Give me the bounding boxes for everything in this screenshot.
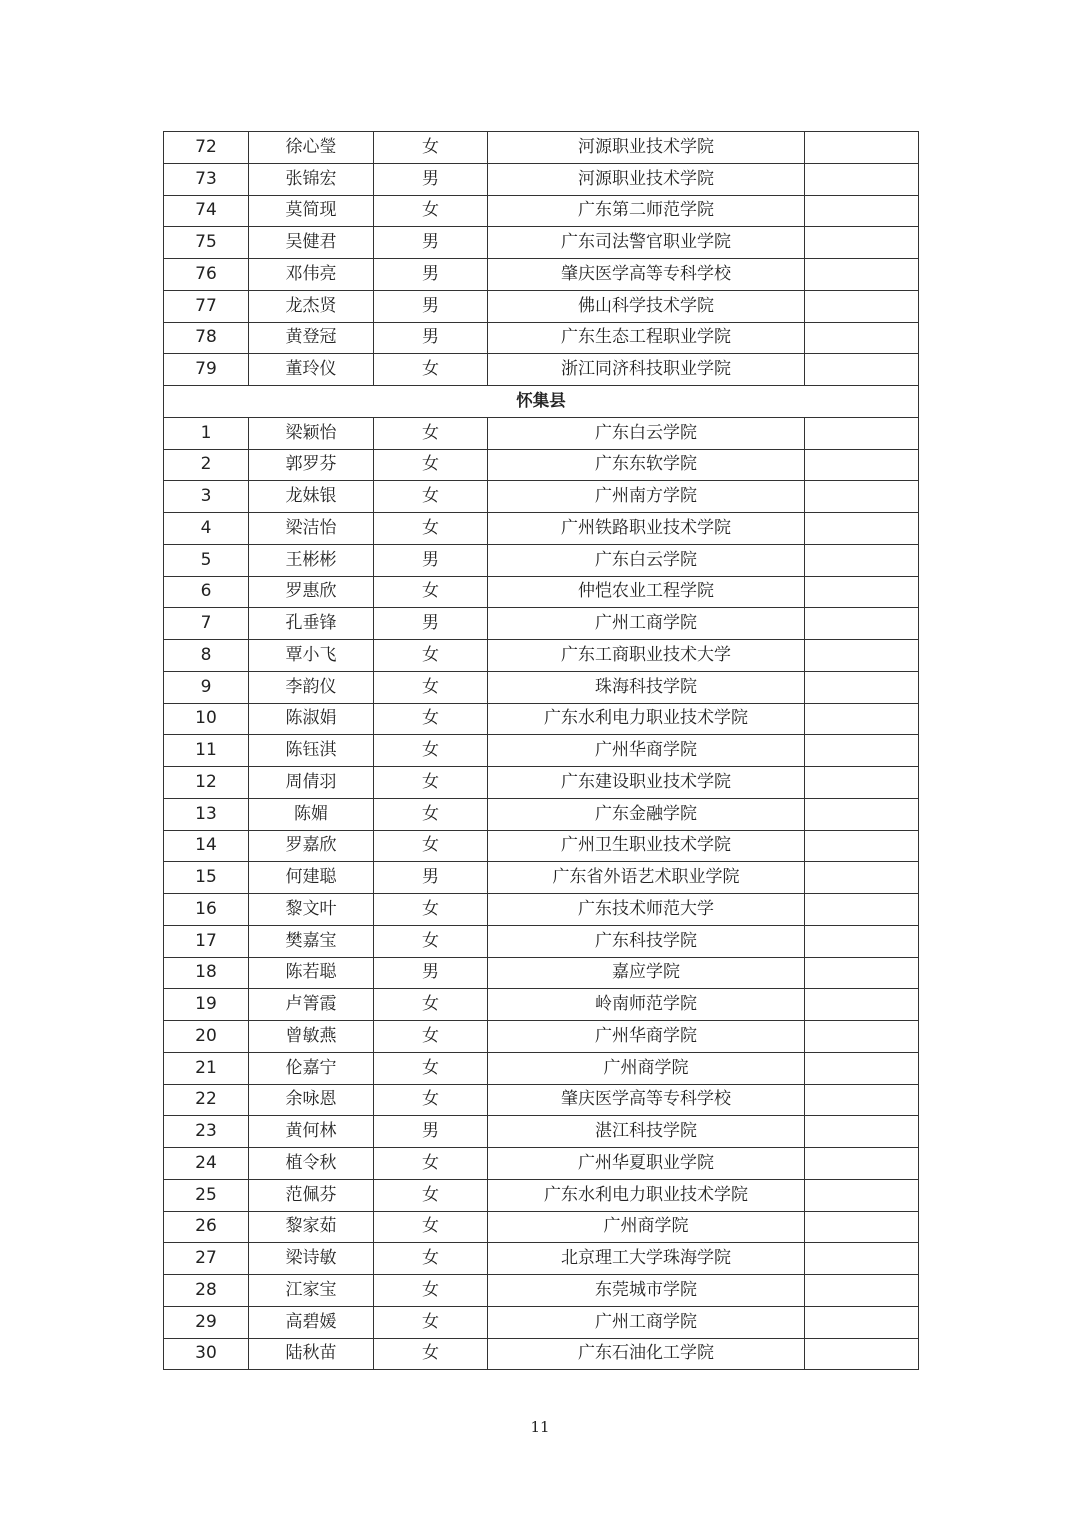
student-name-cell: 陈若聪 [249, 957, 374, 989]
row-number-cell: 7 [164, 608, 249, 640]
remarks-cell [805, 544, 919, 576]
row-number-cell: 3 [164, 481, 249, 513]
remarks-cell [805, 1179, 919, 1211]
row-number-cell: 14 [164, 830, 249, 862]
table-row [164, 1211, 919, 1243]
table-row [164, 925, 919, 957]
row-number-cell: 11 [164, 735, 249, 767]
table-row [164, 354, 919, 386]
school-name-cell: 广州卫生职业技术学院 [488, 830, 805, 862]
gender-cell: 男 [374, 259, 488, 291]
remarks-cell [805, 1021, 919, 1053]
remarks-cell [805, 227, 919, 259]
student-name-cell: 范佩芬 [249, 1179, 374, 1211]
table-row [164, 322, 919, 354]
gender-cell: 女 [374, 481, 488, 513]
remarks-cell [805, 1148, 919, 1180]
remarks-cell [805, 322, 919, 354]
gender-cell: 女 [374, 767, 488, 799]
remarks-cell [805, 163, 919, 195]
student-name-cell: 黄登冠 [249, 322, 374, 354]
student-name-cell: 黎家茹 [249, 1211, 374, 1243]
remarks-cell [805, 417, 919, 449]
gender-cell: 女 [374, 195, 488, 227]
row-number-cell: 15 [164, 862, 249, 894]
gender-cell: 女 [374, 132, 488, 164]
remarks-cell [805, 195, 919, 227]
table-row [164, 989, 919, 1021]
row-number-cell: 6 [164, 576, 249, 608]
table-row [164, 259, 919, 291]
school-name-cell: 广东工商职业技术大学 [488, 640, 805, 672]
gender-cell: 女 [374, 925, 488, 957]
row-number-cell: 76 [164, 259, 249, 291]
gender-cell: 女 [374, 1148, 488, 1180]
student-name-cell: 孔垂锋 [249, 608, 374, 640]
student-name-cell: 吴健君 [249, 227, 374, 259]
student-name-cell: 梁诗敏 [249, 1243, 374, 1275]
row-number-cell: 24 [164, 1148, 249, 1180]
student-name-cell: 何建聪 [249, 862, 374, 894]
school-name-cell: 广东东软学院 [488, 449, 805, 481]
school-name-cell: 佛山科学技术学院 [488, 290, 805, 322]
table-row [164, 1275, 919, 1307]
remarks-cell [805, 354, 919, 386]
school-name-cell: 广东省外语艺术职业学院 [488, 862, 805, 894]
gender-cell: 女 [374, 1084, 488, 1116]
student-name-cell: 植令秋 [249, 1148, 374, 1180]
row-number-cell: 12 [164, 767, 249, 799]
gender-cell: 男 [374, 862, 488, 894]
row-number-cell: 29 [164, 1306, 249, 1338]
remarks-cell [805, 449, 919, 481]
row-number-cell: 4 [164, 513, 249, 545]
gender-cell: 女 [374, 1243, 488, 1275]
student-name-cell: 黄何林 [249, 1116, 374, 1148]
gender-cell: 女 [374, 798, 488, 830]
gender-cell: 女 [374, 1275, 488, 1307]
school-name-cell: 北京理工大学珠海学院 [488, 1243, 805, 1275]
school-name-cell: 东莞城市学院 [488, 1275, 805, 1307]
remarks-cell [805, 671, 919, 703]
school-name-cell: 广州工商学院 [488, 1306, 805, 1338]
row-number-cell: 30 [164, 1338, 249, 1370]
table-row [164, 1306, 919, 1338]
gender-cell: 男 [374, 608, 488, 640]
gender-cell: 女 [374, 1052, 488, 1084]
table-row [164, 1179, 919, 1211]
row-number-cell: 21 [164, 1052, 249, 1084]
gender-cell: 男 [374, 957, 488, 989]
page-number: 11 [530, 1418, 550, 1436]
school-name-cell: 广州工商学院 [488, 608, 805, 640]
table-row [164, 1084, 919, 1116]
roster-table [163, 131, 919, 1370]
school-name-cell: 广州商学院 [488, 1052, 805, 1084]
student-name-cell: 曾敏燕 [249, 1021, 374, 1053]
table-row [164, 735, 919, 767]
row-number-cell: 17 [164, 925, 249, 957]
table-row [164, 227, 919, 259]
school-name-cell: 广州铁路职业技术学院 [488, 513, 805, 545]
gender-cell: 女 [374, 989, 488, 1021]
school-name-cell: 广州华商学院 [488, 735, 805, 767]
school-name-cell: 广州华夏职业学院 [488, 1148, 805, 1180]
student-name-cell: 王彬彬 [249, 544, 374, 576]
student-name-cell: 邓伟亮 [249, 259, 374, 291]
school-name-cell: 河源职业技术学院 [488, 163, 805, 195]
table-row [164, 703, 919, 735]
row-number-cell: 75 [164, 227, 249, 259]
remarks-cell [805, 608, 919, 640]
table-row [164, 481, 919, 513]
gender-cell: 女 [374, 513, 488, 545]
school-name-cell: 珠海科技学院 [488, 671, 805, 703]
row-number-cell: 19 [164, 989, 249, 1021]
row-number-cell: 9 [164, 671, 249, 703]
student-name-cell: 李韵仪 [249, 671, 374, 703]
row-number-cell: 13 [164, 798, 249, 830]
student-name-cell: 伦嘉宁 [249, 1052, 374, 1084]
table-row [164, 862, 919, 894]
row-number-cell: 77 [164, 290, 249, 322]
school-name-cell: 广州商学院 [488, 1211, 805, 1243]
student-name-cell: 梁颖怡 [249, 417, 374, 449]
remarks-cell [805, 1116, 919, 1148]
row-number-cell: 8 [164, 640, 249, 672]
school-name-cell: 广东水利电力职业技术学院 [488, 703, 805, 735]
gender-cell: 女 [374, 417, 488, 449]
remarks-cell [805, 1052, 919, 1084]
student-name-cell: 覃小飞 [249, 640, 374, 672]
row-number-cell: 22 [164, 1084, 249, 1116]
table-row [164, 830, 919, 862]
table-row [164, 1116, 919, 1148]
remarks-cell [805, 132, 919, 164]
student-name-cell: 罗惠欣 [249, 576, 374, 608]
school-name-cell: 肇庆医学高等专科学校 [488, 259, 805, 291]
remarks-cell [805, 513, 919, 545]
remarks-cell [805, 767, 919, 799]
table-row [164, 1338, 919, 1370]
student-name-cell: 陈媚 [249, 798, 374, 830]
student-name-cell: 徐心瑩 [249, 132, 374, 164]
student-name-cell: 陈淑娟 [249, 703, 374, 735]
gender-cell: 女 [374, 640, 488, 672]
school-name-cell: 广东科技学院 [488, 925, 805, 957]
remarks-cell [805, 830, 919, 862]
remarks-cell [805, 957, 919, 989]
gender-cell: 男 [374, 290, 488, 322]
table-row [164, 1243, 919, 1275]
remarks-cell [805, 1243, 919, 1275]
student-name-cell: 江家宝 [249, 1275, 374, 1307]
row-number-cell: 26 [164, 1211, 249, 1243]
student-name-cell: 余咏恩 [249, 1084, 374, 1116]
student-name-cell: 周倩羽 [249, 767, 374, 799]
student-name-cell: 陆秋苗 [249, 1338, 374, 1370]
school-name-cell: 广东司法警官职业学院 [488, 227, 805, 259]
table-row [164, 1148, 919, 1180]
table-row [164, 671, 919, 703]
school-name-cell: 河源职业技术学院 [488, 132, 805, 164]
school-name-cell: 仲恺农业工程学院 [488, 576, 805, 608]
student-name-cell: 张锦宏 [249, 163, 374, 195]
table-row [164, 608, 919, 640]
row-number-cell: 73 [164, 163, 249, 195]
remarks-cell [805, 862, 919, 894]
gender-cell: 男 [374, 1116, 488, 1148]
table-row [164, 132, 919, 164]
student-name-cell: 罗嘉欣 [249, 830, 374, 862]
gender-cell: 女 [374, 1338, 488, 1370]
school-name-cell: 浙江同济科技职业学院 [488, 354, 805, 386]
school-name-cell: 广州南方学院 [488, 481, 805, 513]
school-name-cell: 广东第二师范学院 [488, 195, 805, 227]
remarks-cell [805, 576, 919, 608]
gender-cell: 女 [374, 1306, 488, 1338]
remarks-cell [805, 703, 919, 735]
gender-cell: 女 [374, 671, 488, 703]
school-name-cell: 广东白云学院 [488, 417, 805, 449]
student-name-cell: 高碧媛 [249, 1306, 374, 1338]
row-number-cell: 10 [164, 703, 249, 735]
row-number-cell: 79 [164, 354, 249, 386]
student-name-cell: 董玲仪 [249, 354, 374, 386]
table-row [164, 513, 919, 545]
school-name-cell: 岭南师范学院 [488, 989, 805, 1021]
row-number-cell: 23 [164, 1116, 249, 1148]
gender-cell: 女 [374, 576, 488, 608]
table-row [164, 544, 919, 576]
remarks-cell [805, 290, 919, 322]
table-row [164, 163, 919, 195]
section-title: 怀集县 [164, 386, 919, 418]
student-name-cell: 莫简现 [249, 195, 374, 227]
row-number-cell: 25 [164, 1179, 249, 1211]
student-name-cell: 龙妹银 [249, 481, 374, 513]
gender-cell: 男 [374, 322, 488, 354]
student-name-cell: 卢箐霞 [249, 989, 374, 1021]
remarks-cell [805, 894, 919, 926]
student-name-cell: 樊嘉宝 [249, 925, 374, 957]
school-name-cell: 广东技术师范大学 [488, 894, 805, 926]
table-row [164, 417, 919, 449]
student-name-cell: 龙杰贤 [249, 290, 374, 322]
gender-cell: 女 [374, 1021, 488, 1053]
remarks-cell [805, 1275, 919, 1307]
school-name-cell: 广东水利电力职业技术学院 [488, 1179, 805, 1211]
student-name-cell: 陈钰淇 [249, 735, 374, 767]
row-number-cell: 72 [164, 132, 249, 164]
section-header-row [164, 386, 919, 418]
remarks-cell [805, 481, 919, 513]
row-number-cell: 1 [164, 417, 249, 449]
school-name-cell: 广东建设职业技术学院 [488, 767, 805, 799]
table-row [164, 449, 919, 481]
row-number-cell: 18 [164, 957, 249, 989]
remarks-cell [805, 1084, 919, 1116]
roster-body [164, 132, 919, 1370]
school-name-cell: 广州华商学院 [488, 1021, 805, 1053]
table-row [164, 798, 919, 830]
table-row [164, 957, 919, 989]
row-number-cell: 2 [164, 449, 249, 481]
remarks-cell [805, 259, 919, 291]
remarks-cell [805, 989, 919, 1021]
remarks-cell [805, 1338, 919, 1370]
remarks-cell [805, 798, 919, 830]
gender-cell: 女 [374, 354, 488, 386]
remarks-cell [805, 1211, 919, 1243]
row-number-cell: 5 [164, 544, 249, 576]
remarks-cell [805, 925, 919, 957]
gender-cell: 女 [374, 735, 488, 767]
row-number-cell: 78 [164, 322, 249, 354]
table-row [164, 1021, 919, 1053]
school-name-cell: 广东生态工程职业学院 [488, 322, 805, 354]
gender-cell: 女 [374, 703, 488, 735]
student-name-cell: 郭罗芬 [249, 449, 374, 481]
school-name-cell: 广东白云学院 [488, 544, 805, 576]
gender-cell: 男 [374, 163, 488, 195]
remarks-cell [805, 640, 919, 672]
gender-cell: 女 [374, 894, 488, 926]
school-name-cell: 湛江科技学院 [488, 1116, 805, 1148]
remarks-cell [805, 735, 919, 767]
table-row [164, 1052, 919, 1084]
student-name-cell: 梁洁怡 [249, 513, 374, 545]
table-row [164, 195, 919, 227]
gender-cell: 女 [374, 449, 488, 481]
gender-cell: 男 [374, 544, 488, 576]
school-name-cell: 肇庆医学高等专科学校 [488, 1084, 805, 1116]
table-row [164, 894, 919, 926]
remarks-cell [805, 1306, 919, 1338]
row-number-cell: 27 [164, 1243, 249, 1275]
gender-cell: 女 [374, 830, 488, 862]
row-number-cell: 28 [164, 1275, 249, 1307]
table-row [164, 640, 919, 672]
row-number-cell: 20 [164, 1021, 249, 1053]
table-row [164, 290, 919, 322]
table-row [164, 767, 919, 799]
gender-cell: 女 [374, 1211, 488, 1243]
table-row [164, 576, 919, 608]
school-name-cell: 广东金融学院 [488, 798, 805, 830]
school-name-cell: 广东石油化工学院 [488, 1338, 805, 1370]
gender-cell: 女 [374, 1179, 488, 1211]
row-number-cell: 74 [164, 195, 249, 227]
student-name-cell: 黎文叶 [249, 894, 374, 926]
school-name-cell: 嘉应学院 [488, 957, 805, 989]
row-number-cell: 16 [164, 894, 249, 926]
gender-cell: 男 [374, 227, 488, 259]
